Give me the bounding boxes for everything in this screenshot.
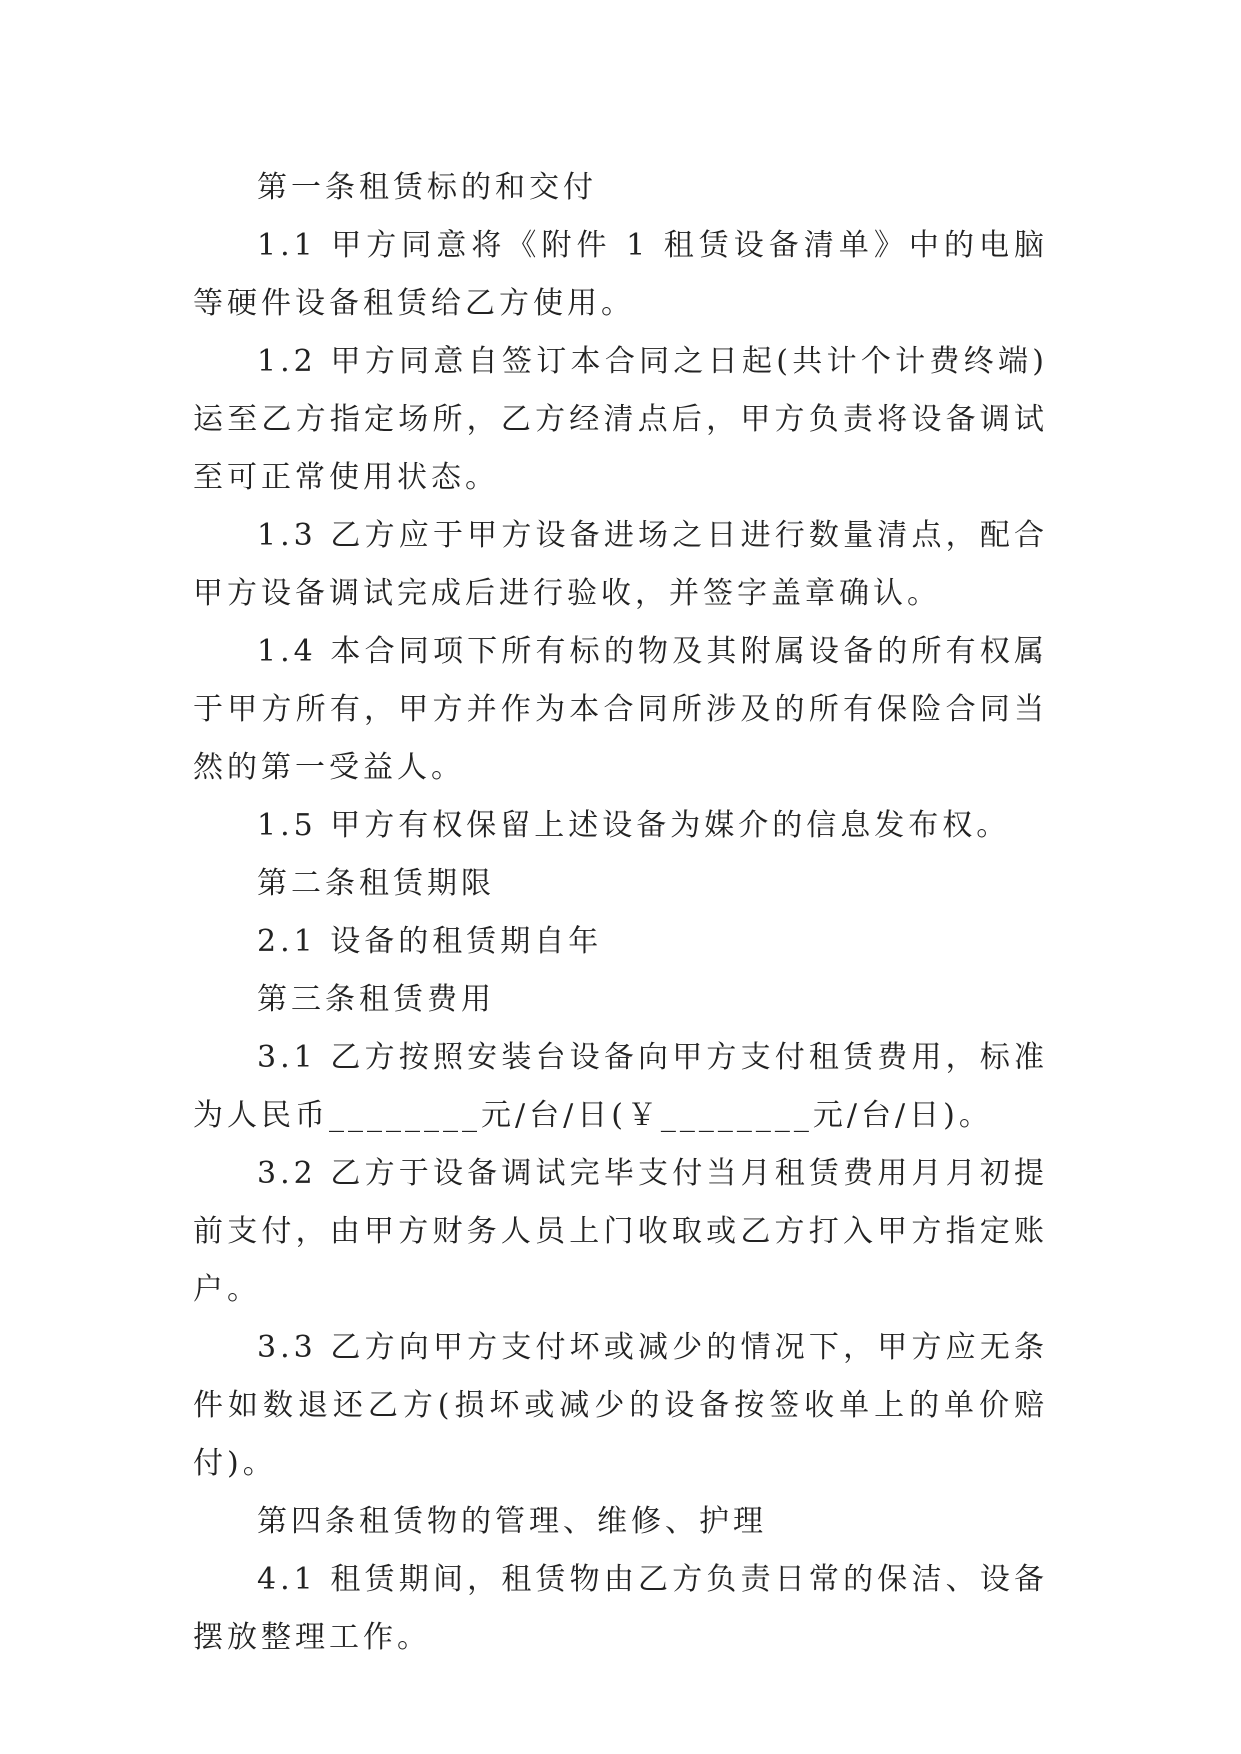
clause-2-1: 2.1 设备的租赁期自年 — [257, 924, 603, 959]
clause-1-4: 1.4 本合同项下所有标的物及其附属设备的所有权属于甲方所有，甲方并作为本合同所涉及的所有保险合同当然的第一受益人。 — [193, 634, 1048, 785]
clause-3-2: 3.2 乙方于设备调试完毕支付当月租赁费用月月初提前支付，由甲方财务人员上门收取或乙方打入甲方指定账户。 — [193, 1156, 1048, 1307]
clause-4-1: 4.1 租赁期间，租赁物由乙方负责日常的保洁、设备摆放整理工作。 — [193, 1562, 1048, 1655]
section-1-heading: 第一条租赁标的和交付 — [257, 170, 597, 205]
clause-3-1: 3.1 乙方按照安装台设备向甲方支付租赁费用，标准为人民币________元/台/日(￥________元/台/日)。 — [193, 1040, 1048, 1133]
clause-1-3: 1.3 乙方应于甲方设备进场之日进行数量清点，配合甲方设备调试完成后进行验收，并签字盖章确认。 — [193, 518, 1048, 611]
section-3-heading: 第三条租赁费用 — [257, 982, 495, 1017]
document-body — [193, 159, 1048, 1667]
clause-1-1: 1.1 甲方同意将《附件 1 租赁设备清单》中的电脑等硬件设备租赁给乙方使用。 — [193, 228, 1048, 321]
section-2-heading: 第二条租赁期限 — [257, 866, 495, 901]
clause-3-3: 3.3 乙方向甲方支付坏或减少的情况下，甲方应无条件如数退还乙方(损坏或减少的设备按签收单上的单价赔付)。 — [193, 1330, 1048, 1481]
clause-1-5: 1.5 甲方有权保留上述设备为媒介的信息发布权。 — [257, 808, 1011, 843]
clause-1-2: 1.2 甲方同意自签订本合同之日起(共计个计费终端)运至乙方指定场所，乙方经清点后，甲方负责将设备调试至可正常使用状态。 — [193, 344, 1048, 495]
section-4-heading: 第四条租赁物的管理、维修、护理 — [257, 1504, 767, 1539]
